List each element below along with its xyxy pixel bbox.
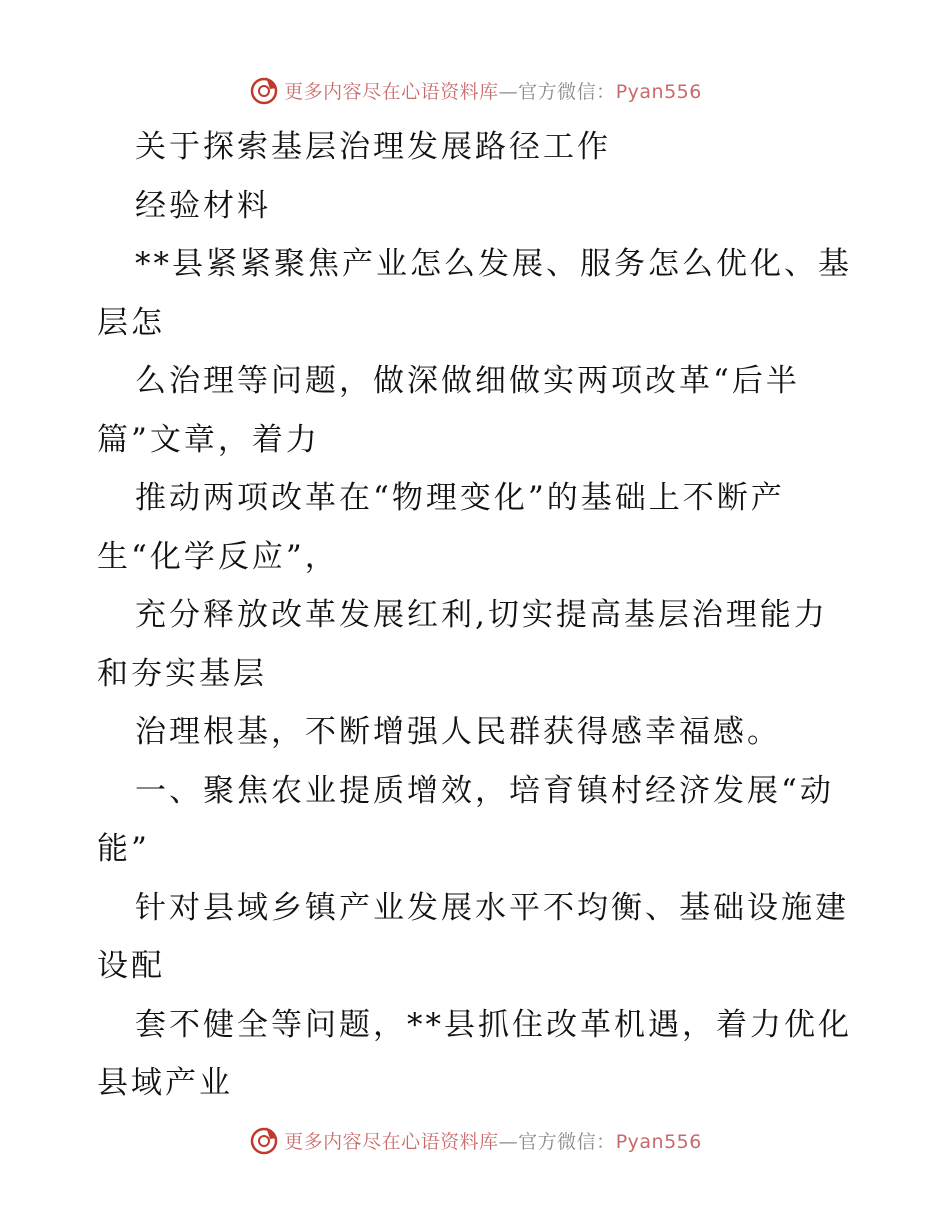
watermark-id: Pyan556 bbox=[615, 1130, 702, 1153]
watermark-separator: — bbox=[498, 1130, 519, 1153]
text-line: 能” bbox=[97, 831, 150, 867]
watermark-id: Pyan556 bbox=[615, 80, 702, 103]
text-line: 层怎 bbox=[97, 304, 165, 341]
text-line: 生“化学反应”， bbox=[97, 538, 339, 575]
text-line: 关于探索基层治理发展路径工作 bbox=[135, 129, 611, 165]
text-line: 经验材料 bbox=[135, 187, 271, 224]
watermark-main-text: 更多内容尽在心语资料库 bbox=[284, 80, 499, 103]
text-line: 篇”文章，着力 bbox=[97, 421, 320, 458]
logo-icon bbox=[248, 1124, 280, 1156]
watermark-separator: — bbox=[498, 80, 519, 103]
watermark-main-text: 更多内容尽在心语资料库 bbox=[284, 1130, 499, 1153]
text-line: 套不健全等问题，**县抓住改革机遇，着力优化 bbox=[135, 1006, 852, 1043]
footer-watermark bbox=[0, 1120, 950, 1160]
text-line: 针对县域乡镇产业发展水平不均衡、基础设施建 bbox=[135, 889, 849, 926]
text-line: 推动两项改革在“物理变化”的基础上不断产 bbox=[135, 480, 785, 516]
text-line: 么治理等问题，做深做细做实两项改革“后半 bbox=[135, 363, 800, 399]
text-line: 充分释放改革发展红利,切实提高基层治理能力 bbox=[135, 597, 828, 633]
watermark-official-label: 官方微信： bbox=[518, 1130, 616, 1153]
text-line: 治理根基，不断增强人民群获得感幸福感。 bbox=[135, 714, 781, 750]
text-line: **县紧紧聚焦产业怎么发展、服务怎么优化、基 bbox=[135, 246, 852, 282]
text-line: 设配 bbox=[97, 948, 165, 984]
text-line: 县域产业 bbox=[97, 1065, 233, 1101]
watermark-official-label: 官方微信： bbox=[518, 80, 616, 103]
document-body bbox=[97, 118, 857, 1113]
logo-icon bbox=[248, 74, 280, 106]
text-line: 和夯实基层 bbox=[97, 655, 267, 692]
header-watermark bbox=[0, 70, 950, 110]
text-line: 一、聚焦农业提质增效，培育镇村经济发展“动 bbox=[135, 772, 834, 809]
